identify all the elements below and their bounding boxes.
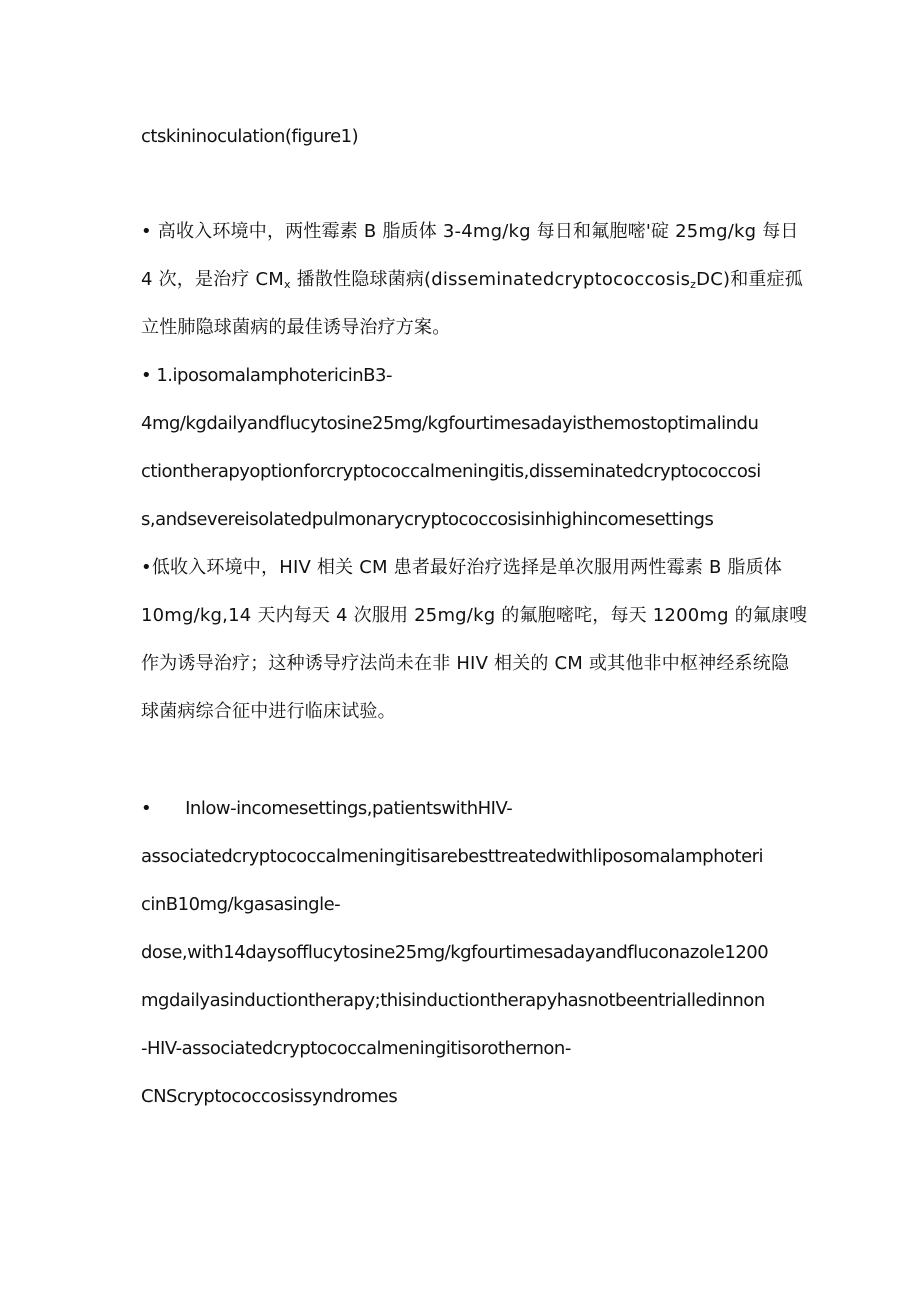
text-line: 球菌病综合征中进行临床试验。: [141, 701, 396, 722]
text-line: [141, 268, 804, 297]
text-line: associatedcryptococcalmeningitisarebesttreatedwithliposomalamphoteri: [141, 846, 764, 867]
text-line: -HIV-associatedcryptococcalmeningitisorothernon-: [141, 1038, 571, 1059]
text-line: dose,with14daysofflucytosine25mg/kgfourtimesadayandfluconazole1200: [141, 942, 769, 963]
text-span: 4 次，是治疗 CM: [141, 269, 284, 290]
text-span: DC)和重症孤: [696, 269, 804, 290]
text-line: • 高收入环境中，两性霉素 B 脂质体 3-4mg/kg 每日和氟胞嘧'碇 25mg/kg 每日: [141, 221, 799, 242]
text-line: ctiontherapyoptionforcryptococcalmeningitis,disseminatedcryptococcosi: [141, 461, 761, 482]
text-line: [141, 797, 801, 821]
text-span: 播散性隐球菌病(disseminatedcryptococcosis: [290, 269, 691, 290]
text-line: ctskininoculation(figure1): [141, 126, 359, 147]
text-line: cinB10mg/kgasasingle-: [141, 894, 341, 915]
text-span: Inlow-incomesettings,patientswithHIV-: [185, 798, 513, 819]
text-line: •低收入环境中，HIV 相关 CM 患者最好治疗选择是单次服用两性霉素 B 脂质体: [141, 557, 783, 578]
text-line: • 1.iposomalamphotericinB3-: [141, 365, 392, 386]
text-line: 10mg/kg,14 天内每天 4 次服用 25mg/kg 的氟胞嘧咤，每天 1200mg 的氟康嗖: [141, 605, 808, 626]
subscript: x: [284, 278, 291, 291]
subscript: z: [690, 278, 697, 291]
text-line: 立性肺隐球菌病的最佳诱导治疗方案。: [141, 317, 451, 338]
text-line: CNScryptococcosissyndromes: [141, 1086, 398, 1107]
text-line: mgdailyasinductiontherapy;thisinductiontherapyhasnotbeentrialledinnon: [141, 990, 765, 1011]
text-line: s,andsevereisolatedpulmonarycryptococcosisinhighincomesettings: [141, 509, 714, 530]
text-line: 4mg/kgdailyandflucytosine25mg/kgfourtimesadayisthemostoptimalindu: [141, 413, 759, 434]
text-line: 作为诱导治疗；这种诱导疗法尚未在非 HIV 相关的 CM 或其他非中枢神经系统隐: [141, 653, 790, 674]
bullet: •: [141, 798, 152, 819]
